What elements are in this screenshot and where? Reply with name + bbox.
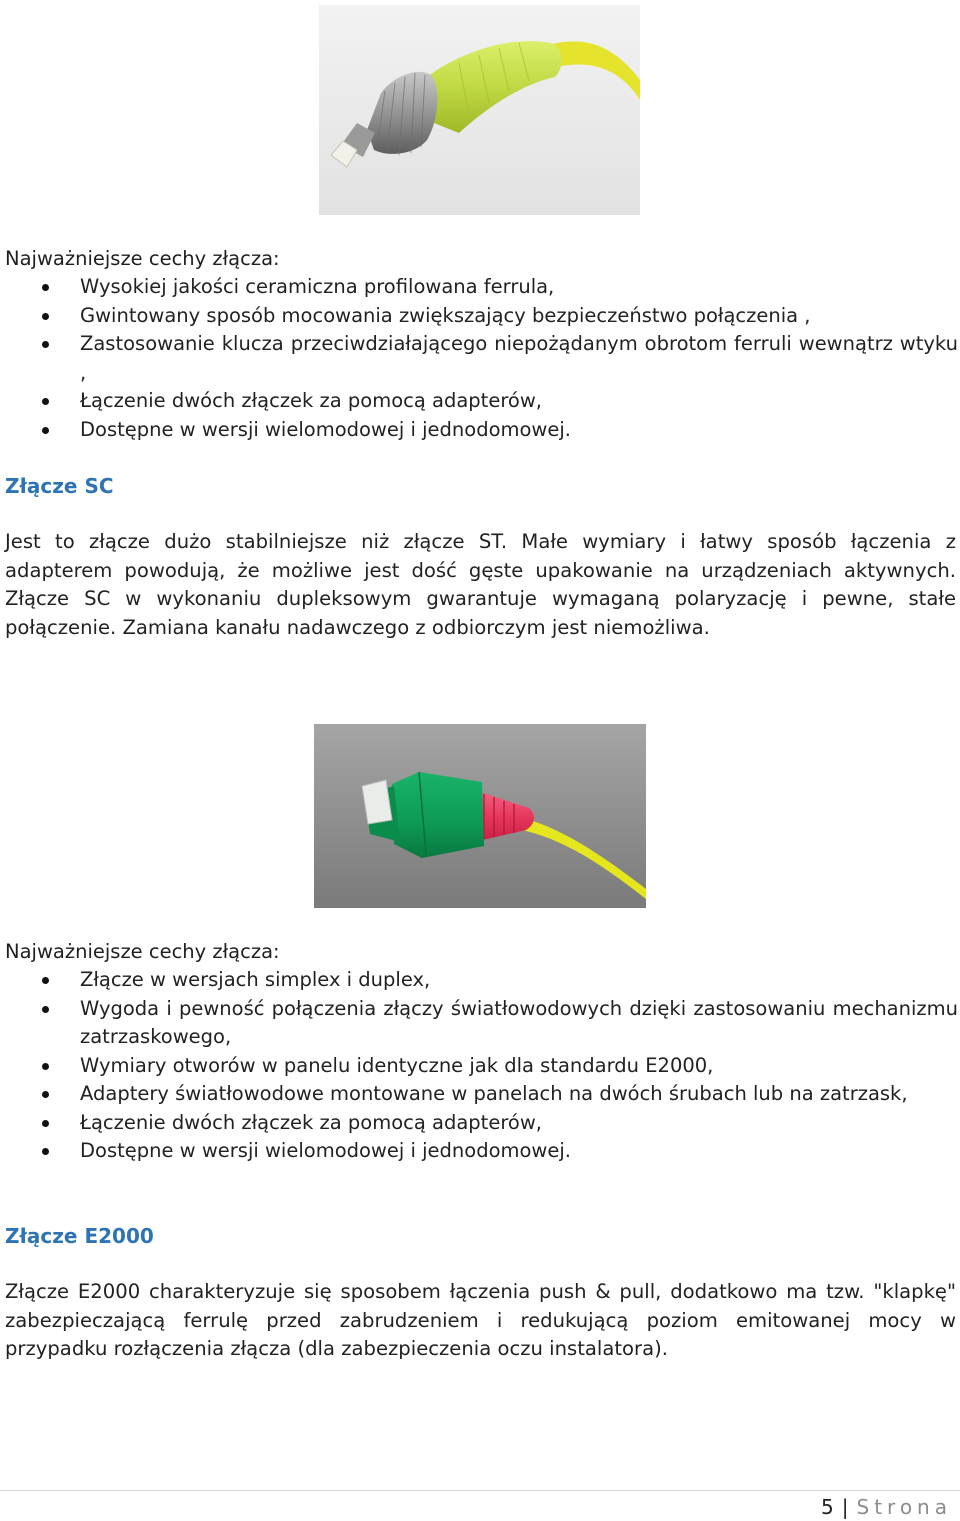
list-item: Gwintowany sposób mocowania zwiększający bezpieczeństwo połączenia , bbox=[0, 302, 958, 331]
footer-divider bbox=[0, 1490, 960, 1491]
list-item: Złącze w wersjach simplex i duplex, bbox=[0, 966, 958, 995]
page-number: 5 bbox=[821, 1495, 834, 1519]
fc-features-heading: Najważniejsze cechy złącza: bbox=[5, 247, 280, 270]
sc-features-list bbox=[0, 966, 958, 1166]
fc-connector-photo bbox=[319, 5, 640, 215]
sc-description: Jest to złącze dużo stabilniejsze niż złącze ST. Małe wymiary i łatwy sposób łączenia z adapterem powodują, że możliwe jest dość gęste upakowanie na urządzeniach aktywnych. Złącze SC w wykonaniu dupleksowym gwarantuje wymaganą polaryzację i pewne, stałe połączenie. Zamiana kanału nadawczego z odbiorczym jest niemożliwa. bbox=[5, 530, 956, 639]
section-title-sc: Złącze SC bbox=[5, 474, 114, 498]
page-footer bbox=[821, 1493, 952, 1521]
e2000-description: Złącze E2000 charakteryzuje się sposobem łączenia push & pull, dodatkowo ma tzw. "klapkę" zabezpieczającą ferrulę przed zabrudzeniem i redukującą poziom emitowanej mocy w przypadku rozłączenia złącza (dla zabezpieczenia oczu instalatora). bbox=[5, 1280, 956, 1361]
list-item: Wysokiej jakości ceramiczna profilowana ferrula, bbox=[0, 273, 958, 302]
footer-separator: | bbox=[841, 1495, 849, 1519]
section-title-e2000: Złącze E2000 bbox=[5, 1224, 154, 1248]
sc-features-heading: Najważniejsze cechy złącza: bbox=[5, 940, 280, 963]
sc-connector-photo bbox=[314, 724, 646, 908]
list-item: Adaptery światłowodowe montowane w panelach na dwóch śrubach lub na zatrzask, bbox=[0, 1080, 958, 1109]
list-item: Łączenie dwóch złączek za pomocą adapterów, bbox=[0, 387, 958, 416]
list-item: Zastosowanie klucza przeciwdziałającego niepożądanym obrotom ferruli wewnątrz wtyku , bbox=[0, 330, 958, 387]
footer-page-label: Strona bbox=[856, 1495, 952, 1519]
list-item: Wygoda i pewność połączenia złączy światłowodowych dzięki zastosowaniu mechanizmu zatrzaskowego, bbox=[0, 995, 958, 1052]
fc-features-list bbox=[0, 273, 958, 444]
list-item: Dostępne w wersji wielomodowej i jednodomowej. bbox=[0, 1137, 958, 1166]
list-item: Dostępne w wersji wielomodowej i jednodomowej. bbox=[0, 416, 958, 445]
list-item: Łączenie dwóch złączek za pomocą adapterów, bbox=[0, 1109, 958, 1138]
list-item: Wymiary otworów w panelu identyczne jak dla standardu E2000, bbox=[0, 1052, 958, 1081]
